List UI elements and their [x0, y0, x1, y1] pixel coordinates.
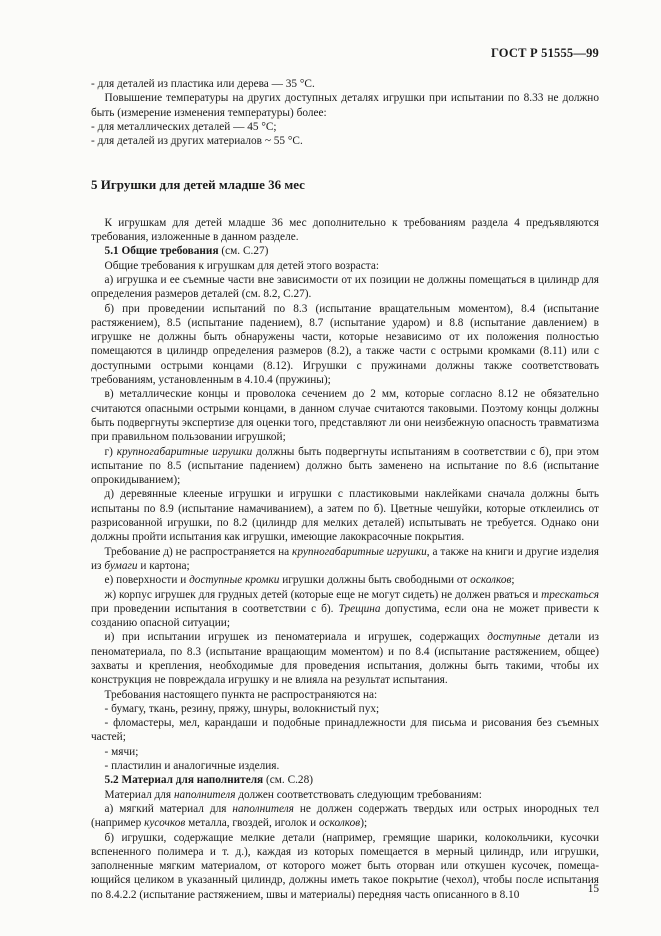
text-run: , а также на книги и другие изделия из [91, 545, 599, 572]
term-italic: трескаться [541, 588, 599, 601]
list-item: а) игрушка и ее съемные части вне зависимости от их позиции не должны помещаться в цилиндр для определения размеров деталей (см. 8.2, С.27). [91, 273, 599, 301]
text-run: ; [511, 574, 515, 587]
section-heading: 5 Игрушки для детей младше 36 мес [91, 177, 305, 193]
paragraph [91, 545, 599, 574]
paragraph: Повышение температуры на других доступных деталях игрушки при испытании по 8.33 не должно быть (измерение изменения температуры) более: [91, 92, 599, 119]
text-run: е) поверхности и [104, 574, 190, 587]
subsection-heading [91, 773, 599, 787]
paragraph: - для деталей из других материалов ~ 55 °С. [91, 135, 303, 148]
text-run: игрушки должны быть свободными от [279, 574, 471, 587]
paragraph: - для металлических деталей — 45 °С; [91, 120, 277, 133]
text-run: металла, гвоздей, иголок и [185, 817, 319, 830]
text-run: должны быть подвергнуты испытаниям в соответствии с б), при этом испытание по 8.5 (испытание падением) должно быть заменено на испытание по 8.6 (испытание опрокидыванием); [91, 445, 599, 487]
subsection-ref: (см. С.28) [263, 774, 313, 787]
text-run: ); [360, 817, 368, 830]
paragraph [91, 788, 599, 802]
list-item [91, 630, 599, 687]
term-italic: бумаги [104, 559, 138, 572]
subsection-heading [91, 244, 599, 258]
term-italic: кусочков [144, 817, 186, 830]
term-italic: осколков [318, 817, 361, 830]
list-item: б) игрушки, содержащие мелкие детали (например, гремящие шарики, колокольчики, кусочки вспененного полимера и т. д.), каждая из которых помещается в мерный цилиндр, или игрушки, заполненные мягким материалом, от которого может быть оторван или откушен кусочек, помеща-ющийся целиком в указанный цилиндр, должны иметь такое покрытие (чехол), чтобы после испытания по 8.4.2.2 (испытание растяжением, швы и материалы) передняя часть описанного в 8.10 [91, 831, 599, 901]
text-run: и картона; [137, 559, 190, 572]
document-body [91, 77, 599, 902]
subsection-ref: (см. С.27) [218, 245, 269, 258]
subsection-title: Материал для наполнителя [121, 774, 264, 787]
text-run: Материал для [104, 788, 174, 801]
list-item [91, 573, 599, 587]
paragraph: - для деталей из пластика или дерева — 35 °С. [91, 78, 315, 90]
term-italic: осколков [470, 574, 512, 587]
term-italic: Трещина [338, 602, 381, 615]
text-run: при проведении испытания в соответствии с б). [91, 602, 339, 615]
list-item [91, 802, 599, 831]
document-code-header: ГОСТ Р 51555—99 [490, 46, 599, 60]
paragraph: Общие требования к игрушкам для детей этого возраста: [104, 259, 379, 272]
list-item: - мячи; [104, 745, 139, 758]
list-item: - фломастеры, мел, карандаши и подобные принадлежности для письма и рисования без съемных частей; [91, 717, 599, 744]
list-item [91, 588, 599, 631]
text-run: г) [104, 445, 117, 458]
term-italic: крупногабаритные игрушки [292, 545, 427, 558]
page-number: 15 [587, 883, 599, 895]
term-italic: наполнителя [173, 788, 236, 801]
text-run: допустима, если она не может привести к созданию опасной ситуации; [91, 602, 599, 630]
text-run: должен соответствовать следующим требованиям: [235, 788, 482, 801]
term-italic: доступные [487, 631, 541, 644]
text-run: детали из пеноматериала, по 8.3 (испытание вращающим моментом) и по 8.4 (испытание растяжением, общее) захваты и крепления, необходимые для проведения испытания, должны быть такими, чтобы их конструкция не повреждала игрушку и не влияла на результат испытания. [91, 631, 599, 687]
list-item: - бумагу, ткань, резину, пряжу, шнуры, волокнистый пух; [104, 702, 380, 715]
subsection-number: 5.1 [104, 245, 119, 258]
list-item: в) металлические концы и проволока сечением до 2 мм, которые согласно 8.12 не обязательно считаются опасными острыми концами, в данном случае считаются таковыми. Поэтому концы должны быть подвергнуты экспертизе для оценки того, представляют ли они неизбежную опасность травматизма при правильном пользовании игрушкой; [91, 388, 599, 444]
subsection-number: 5.2 [104, 774, 119, 787]
text-run: Требование д) не распространяется на [104, 545, 293, 558]
list-item: д) деревянные клееные игрушки и игрушки с пластиковыми наклейками сначала должны быть испытаны по 8.9 (испытание намачиванием), а затем по б). Цветные чешуйки, которые отклеились от разрисованной игрушки, по 8.2 (цилиндр для мелких деталей) испытывать не требуется. Однако они должны пройти испытания как игрушки, имеющие лакокрасочные покрытия. [91, 488, 599, 544]
paragraph: К игрушкам для детей младше 36 мес дополнительно к требованиям раздела 4 предъявляются требования, изложенные в данном разделе. [91, 216, 599, 244]
text-run: и) при испытании игрушек из пеноматериала и игрушек, содержащих [104, 631, 488, 644]
term-italic: доступные кромки [189, 574, 280, 587]
list-item [91, 445, 599, 488]
text-run: ж) корпус игрушек для грудных детей (которые еще не могут сидеть) не должен рваться и [104, 588, 542, 601]
list-item: б) при проведении испытаний по 8.3 (испытание вращательным моментом), 8.4 (испытание растяжением), 8.5 (испытание падением), 8.7 (испытание ударом) и 8.8 (испытание давлением) в игрушке не должны быть обнаружены части, которые независимо от их положения полностью помещаются в цилиндр определения размеров (8.2), а также части с острыми кромками (8.11) или с доступными острыми концами (8.12). Игрушки с пружинами должны также соответствовать требованиям, установленным в 4.10.4 (пружины); [91, 302, 599, 387]
text-run: а) мягкий материал для [104, 802, 233, 815]
text-run: не должен содержать твердых или острых инородных тел (например [91, 802, 600, 830]
term-italic: крупногабаритные игрушки [116, 445, 253, 458]
paragraph: Требования настоящего пункта не распространяются на: [104, 688, 378, 701]
term-italic: наполнителя [232, 802, 294, 815]
list-item: - пластилин и аналогичные изделия. [104, 760, 280, 773]
subsection-title: Общие требования [121, 245, 219, 258]
